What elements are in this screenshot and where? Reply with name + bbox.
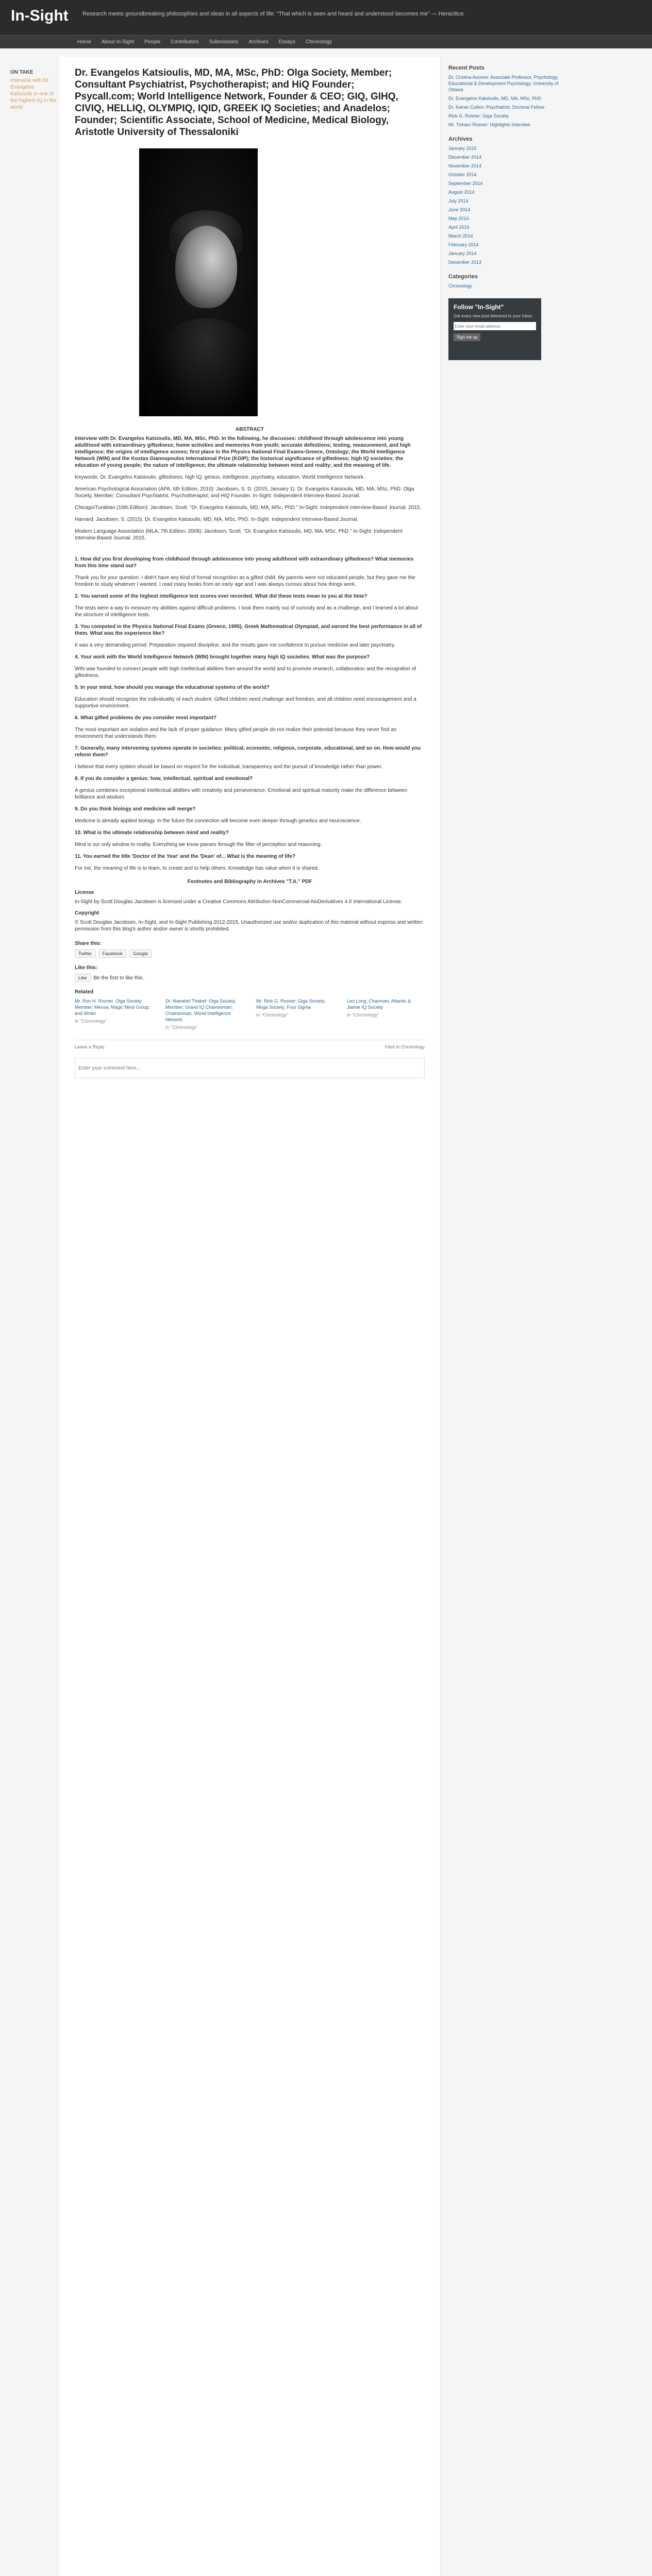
like-title: Like this: bbox=[75, 965, 97, 971]
answer: Thank you for your question. I didn't have any kind of formal recognition as a gifted child. My parents were not educated people, but they gave me the freedom to study whatever I wanted. I read many books from an early age and I was always curious about how things work. bbox=[75, 575, 415, 587]
related-post[interactable] bbox=[256, 998, 333, 1030]
question: 8. If you do consider a genius: how, intellectual, spiritual and emotional? bbox=[75, 776, 253, 782]
archive-link[interactable]: July 2014 bbox=[448, 198, 469, 204]
nav-submissions[interactable]: Submissions bbox=[209, 39, 239, 45]
like-text: Be the first to like this. bbox=[93, 975, 144, 981]
post-title: Dr. Evangelos Katsioulis, MD, MA, MSc, PhD: Olga Society, Member; Consultant Psychiatrist, Psychotherapist; and HiQ Founder; Psycall.com; World Intelligence Network, Founder & CEO; GIQ, GIHQ, CIVIQ, HELLIQ, OLYMPIQ, IQID, GREEK IQ Societies; and Anadelos; Founder; Scientific Associate, School of Medicine, Medical Biology, Aristotle University of Thessaloniki bbox=[75, 67, 398, 138]
question: 5. In your mind, how should you manage the educational systems of the world? bbox=[75, 685, 270, 690]
related-post-title[interactable]: Dr. Manahel Thabet: Olga Society; Member; Grand IQ Chairwoman; Chairwoman, World Intelligence Network bbox=[165, 998, 237, 1022]
site-title[interactable]: In-Sight bbox=[11, 7, 69, 24]
left-column bbox=[10, 70, 57, 111]
recent-posts-title: Recent Posts bbox=[448, 65, 484, 71]
answer: The most important are isolation and the lack of proper guidance. Many gifted people do not realize their potential because they never find an environment that understands them. bbox=[75, 727, 397, 739]
question: 7. Generally, many intervening systems operate in societies: political, economic, religious, corporate, educational, and so on. How would you reform them? bbox=[75, 745, 421, 758]
archive-link[interactable]: December 2014 bbox=[448, 155, 482, 160]
related-posts bbox=[75, 998, 425, 1030]
nav-chronology[interactable]: Chronology bbox=[305, 39, 332, 45]
answer: For me, the meaning of life is to learn, to create and to help others. Knowledge has value when it is shared. bbox=[75, 866, 319, 871]
archive-link[interactable]: August 2014 bbox=[448, 190, 475, 195]
question: 4. Your work with the World Intelligence Network (WIN) brought together many high IQ societies. What was the purpose? bbox=[75, 654, 370, 660]
answer: A genius combines exceptional intellectual abilities with creativity and perseverance. Emotional and spiritual maturity make the difference between brilliance and wisdom. bbox=[75, 788, 408, 800]
follow-text: Get every new post delivered to your Inbox. bbox=[454, 314, 533, 318]
related-post-category: In "Chronology" bbox=[165, 1025, 198, 1030]
share-facebook-button[interactable]: Facebook bbox=[99, 950, 127, 958]
share-twitter-button[interactable]: Twitter bbox=[75, 950, 96, 958]
related-post[interactable] bbox=[165, 998, 243, 1030]
copyright-title: Copyright bbox=[75, 910, 99, 916]
archive-link[interactable]: February 2014 bbox=[448, 242, 479, 247]
author-portrait bbox=[139, 148, 258, 416]
archive-link[interactable]: May 2014 bbox=[448, 216, 469, 221]
related-post[interactable] bbox=[75, 998, 152, 1030]
license-title: License bbox=[75, 890, 94, 895]
citation-chicago: Chicago/Turabian (16th Edition): Jacobsen, Scott. "Dr. Evangelos Katsioulis, MD, MA, MSc, PhD." In-Sight: Independent Interview-Based Journal. 2015. bbox=[75, 505, 422, 511]
post-content bbox=[59, 57, 441, 2576]
related-post-category: In "Chronology" bbox=[75, 1019, 107, 1024]
related-post-category: In "Chronology" bbox=[256, 1012, 289, 1018]
leave-reply-heading: Leave a Reply bbox=[75, 1044, 105, 1049]
section-spacer bbox=[75, 547, 425, 556]
main-nav bbox=[0, 35, 652, 48]
question: 6. What gifted problems do you consider most important? bbox=[75, 715, 217, 721]
related-post-title[interactable]: Mr. Rick G. Rosner: Giga Society; Mega Society; Four Sigma bbox=[256, 998, 326, 1010]
question: 1. How did you first developing from childhood through adolescence into young adulthood with extraordinary giftedness? What memories from this time stand out? bbox=[75, 556, 414, 569]
copyright-text: © Scott Douglas Jacobsen, In-Sight, and In-Sight Publishing 2012-2015. Unauthorized use and/or duplication of this material without express and written permission from this blog's author and/or owner is strictly prohibited. bbox=[75, 920, 423, 932]
category-link[interactable]: Chronology bbox=[448, 283, 473, 289]
archive-link[interactable]: April 2014 bbox=[448, 225, 470, 230]
archive-link[interactable]: June 2014 bbox=[448, 207, 471, 212]
archive-link[interactable]: December 2013 bbox=[448, 260, 482, 265]
share-buttons bbox=[75, 950, 425, 958]
related-post-category: In "Chronology" bbox=[347, 1012, 379, 1018]
post-meta bbox=[75, 1040, 425, 1049]
nav-contributors[interactable]: Contributors bbox=[171, 39, 199, 45]
footnotes-heading[interactable]: Footnotes and Bibliography in Archives "T.A." PDF bbox=[187, 879, 312, 885]
recent-post-link[interactable]: Dr. Evangelos Katsioulis, MD, MA, MSc, PhD bbox=[448, 96, 542, 101]
nav-home[interactable]: Home bbox=[77, 39, 91, 45]
related-title: Related bbox=[75, 989, 94, 995]
follow-signup-button[interactable]: Sign me up bbox=[454, 333, 480, 341]
question: 11. You earned the title 'Doctor of the Year' and the 'Dean' of... What is the meaning of life? bbox=[75, 854, 295, 859]
like-button[interactable]: Like bbox=[75, 974, 91, 982]
follow-email-input[interactable] bbox=[454, 322, 536, 330]
nav-people[interactable]: People bbox=[144, 39, 161, 45]
citation-mla: Modern Language Association (MLA, 7th Edition, 2009): Jacobsen, Scott. "Dr. Evangelos Katsioulis, MD, MA, MSc, PhD." In-Sight: Independent Interview-Based Journal. 2015. bbox=[75, 529, 403, 541]
answer: WIN was founded to connect people with high intellectual abilities from around the world and to promote research, collaboration and the recognition of giftedness. bbox=[75, 666, 416, 679]
categories-list bbox=[448, 283, 567, 289]
citation-apa: American Psychological Association (APA, 6th Edition, 2010): Jacobsen, S. D. (2015, January 1). Dr. Evangelos Katsioulis, MD, MA, MSc, PhD: Olga Society, Member; Consultant Psychiatrist, Psychotherapist; and HiQ Founder. In-Sight: Independent Interview-Based Journal. bbox=[75, 486, 414, 499]
nav-essays[interactable]: Essays bbox=[278, 39, 295, 45]
left-column-title: ON TAKE bbox=[10, 70, 34, 75]
nav-about[interactable]: About In-Sight bbox=[101, 39, 135, 45]
archive-link[interactable]: November 2014 bbox=[448, 163, 482, 168]
answer: Mind is our only window to reality. Everything we know passes through the filter of perception and reasoning. bbox=[75, 842, 322, 848]
archive-link[interactable]: March 2014 bbox=[448, 233, 473, 239]
keywords: Keywords: Dr. Evangelos Katsioulis, giftedness, high IQ, genius, intelligence, psychiatry, education, World Intelligence Network. bbox=[75, 474, 365, 480]
recent-post-link[interactable]: Dr. Kieran Cullen: Psychiatrist, Doctoral Fellow bbox=[448, 105, 545, 110]
related-post-title[interactable]: Mr. Ron H. Rozner, Olga Society Member; Mensa; Magic Mind Group; and Writer bbox=[75, 998, 151, 1016]
archive-link[interactable]: September 2014 bbox=[448, 181, 483, 186]
abstract-title: ABSTRACT bbox=[236, 427, 264, 432]
share-title: Share this: bbox=[75, 941, 102, 946]
related-post[interactable] bbox=[347, 998, 424, 1030]
citation-harvard: Harvard: Jacobsen, S. (2015). Dr. Evangelos Katsioulis, MD, MA, MSc, PhD. In-Sight: Independent Interview-Based Journal. bbox=[75, 517, 359, 522]
license-text: In-Sight by Scott Douglas Jacobsen is licensed under a Creative Commons Attribution-NonCommercial-NoDerivatives 4.0 International License. bbox=[75, 899, 403, 905]
archives-list bbox=[448, 145, 567, 265]
question: 2. You earned some of the highest intelligence test scores ever recorded. What did these tests mean to you at the time? bbox=[75, 594, 367, 599]
like-row bbox=[75, 974, 425, 982]
question: 9. Do you think biology and medicine will merge? bbox=[75, 806, 196, 812]
recent-posts-list bbox=[448, 74, 567, 128]
archive-link[interactable]: October 2014 bbox=[448, 172, 477, 177]
portrait-face bbox=[175, 226, 237, 308]
archive-link[interactable]: January 2015 bbox=[448, 146, 477, 151]
abstract-text: Interview with Dr. Evangelos Katsioulis, MD, MA, MSc, PhD. In the following, he discusses: childhood through adolescence into young adulthood with extraordinary giftedness; home activities and memories from youth; accurate definitions; testing, measurement, and high intelligence; the origins of intelligence scores; first place in the Physics National Final Exams-Greece, Ontology; the World Intelligence Network (WIN) and the Kostas Giannopoulos International Prize (KGIP); the historical significance of giftedness; high IQ societies; the education of young people; the nature of intelligence; the ultimate relationship between mind and reality; and the meaning of life. bbox=[75, 436, 411, 468]
left-column-text[interactable]: Interview with Dr. Evangelos Katsioulis in one of the highest IQ in the world bbox=[10, 78, 57, 110]
related-post-title[interactable]: Leo Long: Chairman, Atlantic & Jaimie IQ Society bbox=[347, 998, 411, 1010]
portrait-shoulder bbox=[149, 318, 258, 416]
share-google-button[interactable]: Google bbox=[129, 950, 152, 958]
answer: Medicine is already applied biology. In the future the connection will become even deeper through genetics and neuroscience. bbox=[75, 818, 361, 824]
recent-post-link[interactable]: Dr. Cristina Ascone: Associate Professor, Psychology, Educational & Development Psychology, University of Ottawa bbox=[448, 75, 559, 92]
archive-link[interactable]: January 2014 bbox=[448, 251, 477, 256]
comment-box bbox=[75, 1058, 425, 1078]
sidebar bbox=[448, 57, 567, 360]
site-tagline: Research meets groundbreaking philosophies and ideas in all aspects of life: "That which is seen and heard and understood becomes me" — Heraclitus bbox=[82, 11, 464, 17]
recent-post-link[interactable]: Rick G. Rosner: Giga Society bbox=[448, 113, 509, 118]
recent-post-link[interactable]: Mr. Tisham Rosner: Highlights Interview bbox=[448, 122, 530, 127]
answer: Education should recognize the individuality of each student. Gifted children need challenge and freedom, and all children need encouragement and a supportive environment. bbox=[75, 697, 416, 709]
follow-title: Follow "In-Sight" bbox=[454, 303, 504, 311]
follow-widget bbox=[448, 298, 541, 360]
answer: The tests were a way to measure my abilities against difficult problems. I took them mainly out of curiosity and as a challenge, and I learned a lot about the structure of intelligence tests. bbox=[75, 605, 419, 618]
nav-archives[interactable]: Archives bbox=[248, 39, 269, 45]
categories-title: Categories bbox=[448, 274, 478, 280]
question: 10. What is the ultimate relationship between mind and reality? bbox=[75, 830, 229, 836]
archives-title: Archives bbox=[448, 136, 473, 142]
site-header bbox=[0, 0, 652, 35]
question: 3. You competed in the Physics National Final Exams (Greece, 1995), Greek Mathematical Olympiad, and earned the best performance in all of them. What was the experience like? bbox=[75, 624, 422, 636]
filed-in-category[interactable]: Filed in Chronology bbox=[384, 1044, 425, 1049]
comment-input[interactable] bbox=[75, 1058, 424, 1078]
answer: I believe that every system should be based on respect for the individual, transparency and the pursuit of knowledge rather than power. bbox=[75, 764, 383, 770]
answer: It was a very demanding period. Preparation required discipline, and the results gave me confidence to pursue medicine and later psychiatry. bbox=[75, 642, 395, 648]
